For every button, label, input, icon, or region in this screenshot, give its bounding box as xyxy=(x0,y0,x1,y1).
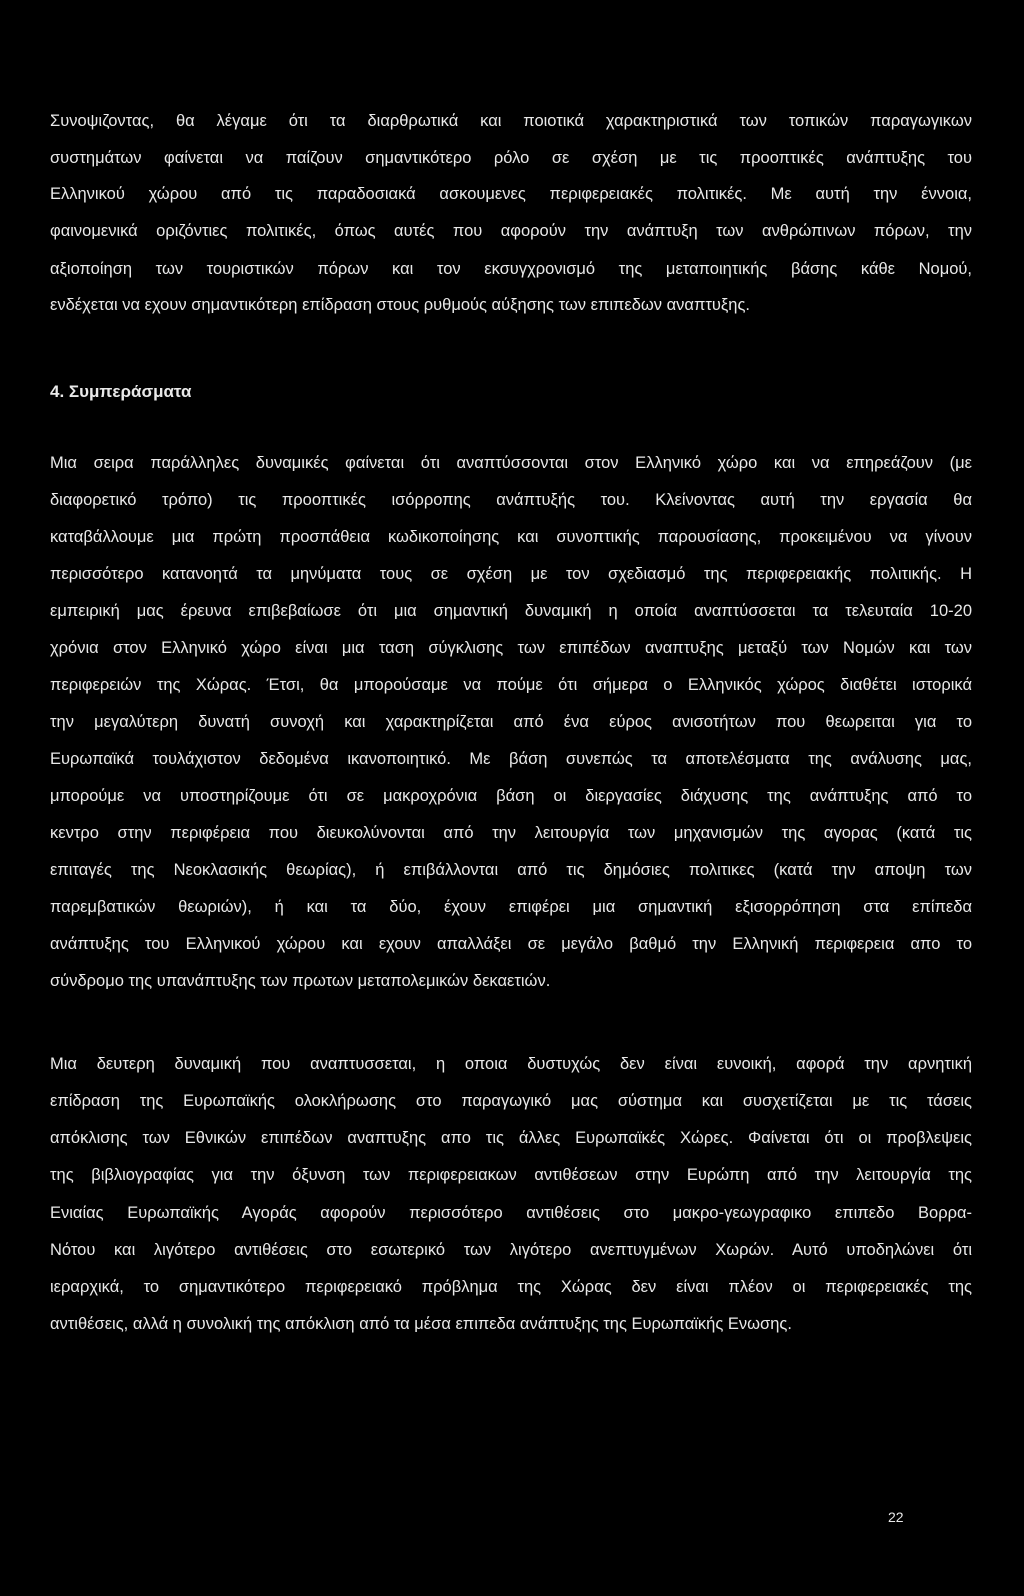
text-line: σύνδρομο της υπανάπτυξης των πρωτων μεταπολεμικών δεκαετιών. xyxy=(50,972,551,990)
text-line: κεντρο στην περιφέρεια που διευκολύνονται από την λειτουργία των μηχανισμών της αγορας (κατά τις xyxy=(50,824,972,842)
text-line: ενδέχεται να εχουν σημαντικότερη επίδραση στους ρυθμούς αύξησης των επιπεδων αναπτυξης. xyxy=(50,296,750,314)
section-heading: 4. Συμπεράσματα xyxy=(50,382,192,401)
text-line: Νότου και λιγότερο αντιθέσεις στο εσωτερικό των λιγότερο ανεπτυγμένων Χωρών. Αυτό υποδηλώνει ότι xyxy=(50,1241,972,1259)
text-line: Ευρωπαϊκά τουλάχιστον δεδομένα ικανοποιητικό. Με βάση συνεπώς τα αποτελέσματα της ανάλυσης μας, xyxy=(50,750,972,768)
text-line: Ενιαίας Ευρωπαϊκής Αγοράς αφορούν περισσότερο αντιθέσεις στο μακρο-γεωγραφικο επιπεδο Βορρα- xyxy=(50,1204,972,1222)
text-line: συστημάτων φαίνεται να παίζουν σημαντικότερο ρόλο σε σχέση με τις προοπτικές ανάπτυξης του xyxy=(50,149,972,167)
text-line: φαινομενικά οριζόντιες πολιτικές, όπως αυτές που αφορούν την ανάπτυξη των ανθρώπινων πόρων, την xyxy=(50,222,972,240)
text-line: διαφορετικό τρόπο) τις προοπτικές ισόρροπης ανάπτυξής του. Κλείνοντας αυτή την εργασία θα xyxy=(50,491,972,509)
text-line: μπορούμε να υποστηρίζουμε ότι σε μακροχρόνια βάση οι διεργασίες διάχυσης της ανάπτυξης από το xyxy=(50,787,972,805)
text-line: αντιθέσεις, αλλά η συνολική της απόκλιση από τα μέσα επιπεδα ανάπτυξης της Ευρωπαϊκής Ενωσης. xyxy=(50,1315,792,1333)
text-line: εμπειρική μας έρευνα επιβεβαίωσε ότι μια σημαντική δυναμική η οποία αναπτύσσεται τα τελευταία 10-20 xyxy=(50,602,972,620)
text-line: περιφερειών της Χώρας. Έτσι, θα μπορούσαμε να πούμε ότι σήμερα ο Ελληνικός χώρος διαθέτει ιστορικά xyxy=(50,676,972,694)
text-line: επιταγές της Νεοκλασικής θεωρίας), ή επιβάλλονται από τις δημόσιες πολιτικες (κατά την αποψη των xyxy=(50,861,972,879)
page-number: 22 xyxy=(888,1509,904,1525)
text-line: Ελληνικού χώρου από τις παραδοσιακά ασκουμενες περιφερειακές πολιτικές. Με αυτή την έννοια, xyxy=(50,185,972,203)
text-line: Μια σειρα παράλληλες δυναμικές φαίνεται ότι αναπτύσσονται στον Ελληνικό χώρο και να επηρεάζουν (με xyxy=(50,454,972,472)
text-line: της βιβλιογραφίας για την όξυνση των περιφερειακων αντιθέσεων στην Ευρώπη από την λειτουργία της xyxy=(50,1166,972,1184)
text-line: περισσότερο κατανοητά τα μηνύματα τους σε σχέση με τον σχεδιασμό της περιφερειακής πολιτικής. Η xyxy=(50,565,972,583)
text-line: παρεμβατικών θεωριών), ή και τα δύο, έχουν επιφέρει μια σημαντική εξισορρόπηση στα επίπεδα xyxy=(50,898,972,916)
text-line: καταβάλλουμε μια πρώτη προσπάθεια κωδικοποίησης και συνοπτικής παρουσίασης, προκειμένου να γίνουν xyxy=(50,528,972,546)
text-line: ιεραρχικά, το σημαντικότερο περιφερειακό πρόβλημα της Χώρας δεν είναι πλέον οι περιφερειακές της xyxy=(50,1278,972,1296)
text-line: ανάπτυξης του Ελληνικού χώρου και εχουν απαλλάξει σε μεγάλο βαθμό την Ελληνική περιφερεια απο το xyxy=(50,935,972,953)
text-line: επίδραση της Ευρωπαϊκής ολοκλήρωσης στο παραγωγικό μας σύστημα και συσχετίζεται με τις τάσεις xyxy=(50,1092,972,1110)
text-line: την μεγαλύτερη δυνατή συνοχή και χαρακτηρίζεται από ένα εύρος ανισοτήτων που θεωρειται για το xyxy=(50,713,972,731)
text-line: αξιοποίηση των τουριστικών πόρων και τον εκσυγχρονισμό της μεταποιητικής βάσης κάθε Νομού, xyxy=(50,260,972,278)
text-line: Συνοψιζοντας, θα λέγαμε ότι τα διαρθρωτικά και ποιοτικά χαρακτηριστικά των τοπικών παραγωγικων xyxy=(50,112,972,130)
text-line: απόκλισης των Εθνικών επιπέδων αναπτυξης απο τις άλλες Ευρωπαϊκές Χώρες. Φαίνεται ότι οι προβλεψεις xyxy=(50,1129,972,1147)
text-line: χρόνια στον Ελληνικό χώρο είναι μια ταση σύγκλισης των επιπέδων αναπτυξης μεταξύ των Νομών και των xyxy=(50,639,972,657)
text-line: Μια δευτερη δυναμική που αναπτυσσεται, η οποια δυστυχώς δεν είναι ευνοική, αφορά την αρνητική xyxy=(50,1055,972,1073)
